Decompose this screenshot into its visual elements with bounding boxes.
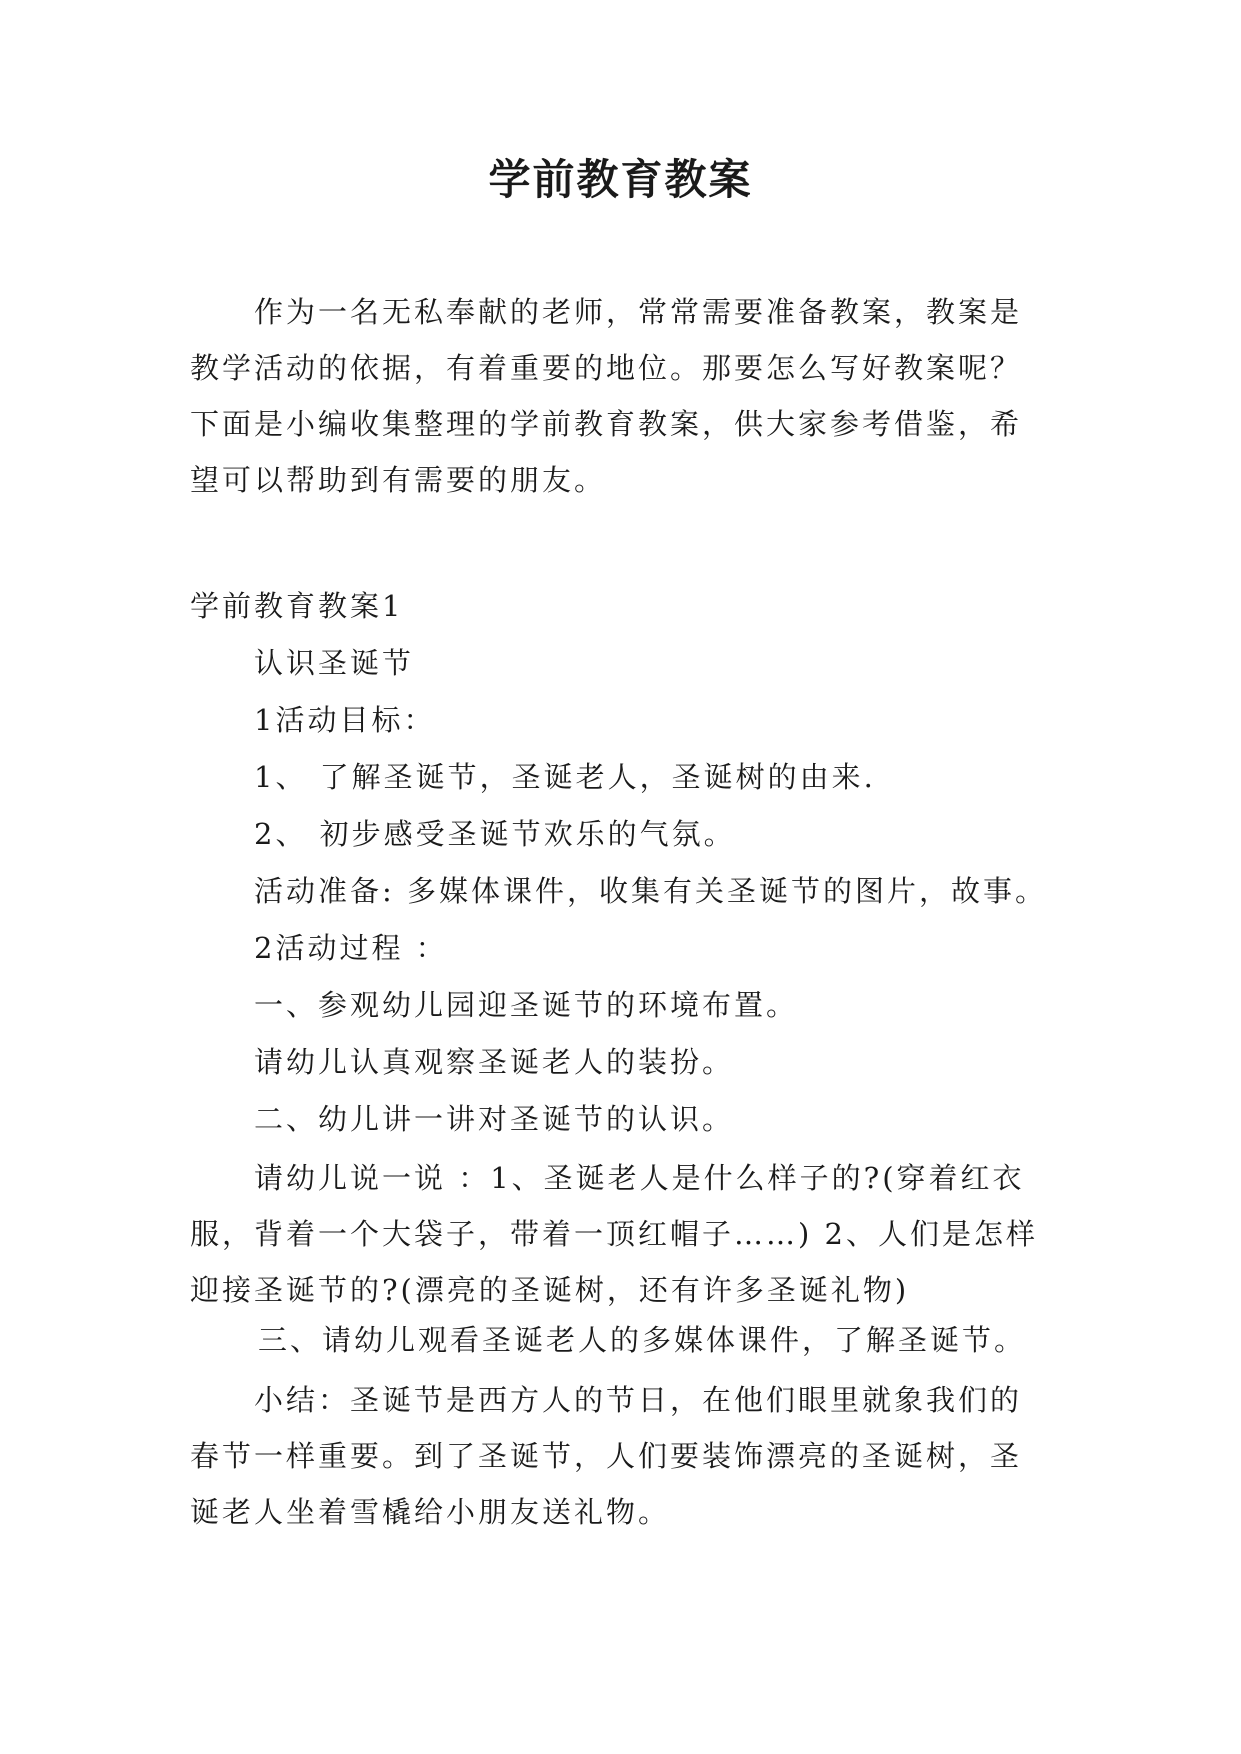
goal-item: 2、 初步感受圣诞节欢乐的气氛。 xyxy=(254,817,736,851)
goals-heading: 1活动目标： xyxy=(254,703,436,737)
process-step-detail: 请幼儿说一说 ：1、圣诞老人是什么样子的?(穿着红衣服，背着一个大袋子，带着一顶红帽子……) 2、人们是怎样迎接圣诞节的?(漂亮的圣诞树，还有许多圣诞礼物) xyxy=(190,1161,1038,1307)
process-step: 三、请幼儿观看圣诞老人的多媒体课件，了解圣诞节。 xyxy=(258,1323,1027,1357)
process-heading: 2活动过程 ： xyxy=(254,931,448,965)
intro-paragraph: 作为一名无私奉献的老师，常常需要准备教案，教案是教学活动的依据，有着重要的地位。那要怎么写好教案呢？下面是小编收集整理的学前教育教案，供大家参考借鉴，希望可以帮助到有需要的朋友。 xyxy=(190,295,1023,497)
lesson-title: 认识圣诞节 xyxy=(254,646,415,680)
goal-item: 1、 了解圣诞节，圣诞老人，圣诞树的由来. xyxy=(254,760,876,794)
summary-paragraph: 小结：圣诞节是西方人的节日，在他们眼里就象我们的春节一样重要。到了圣诞节，人们要装饰漂亮的圣诞树，圣诞老人坐着雪橇给小朋友送礼物。 xyxy=(190,1383,1023,1529)
section-heading: 学前教育教案1 xyxy=(190,589,404,623)
preparation-line: 活动准备: 多媒体课件，收集有关圣诞节的图片，故事。 xyxy=(254,874,1047,908)
process-step: 二、幼儿讲一讲对圣诞节的认识。 xyxy=(254,1102,735,1136)
page-title: 学前教育教案 xyxy=(488,155,753,204)
process-step: 一、参观幼儿园迎圣诞节的环境布置。 xyxy=(254,988,799,1022)
process-step-detail: 请幼儿认真观察圣诞老人的装扮。 xyxy=(254,1045,735,1079)
